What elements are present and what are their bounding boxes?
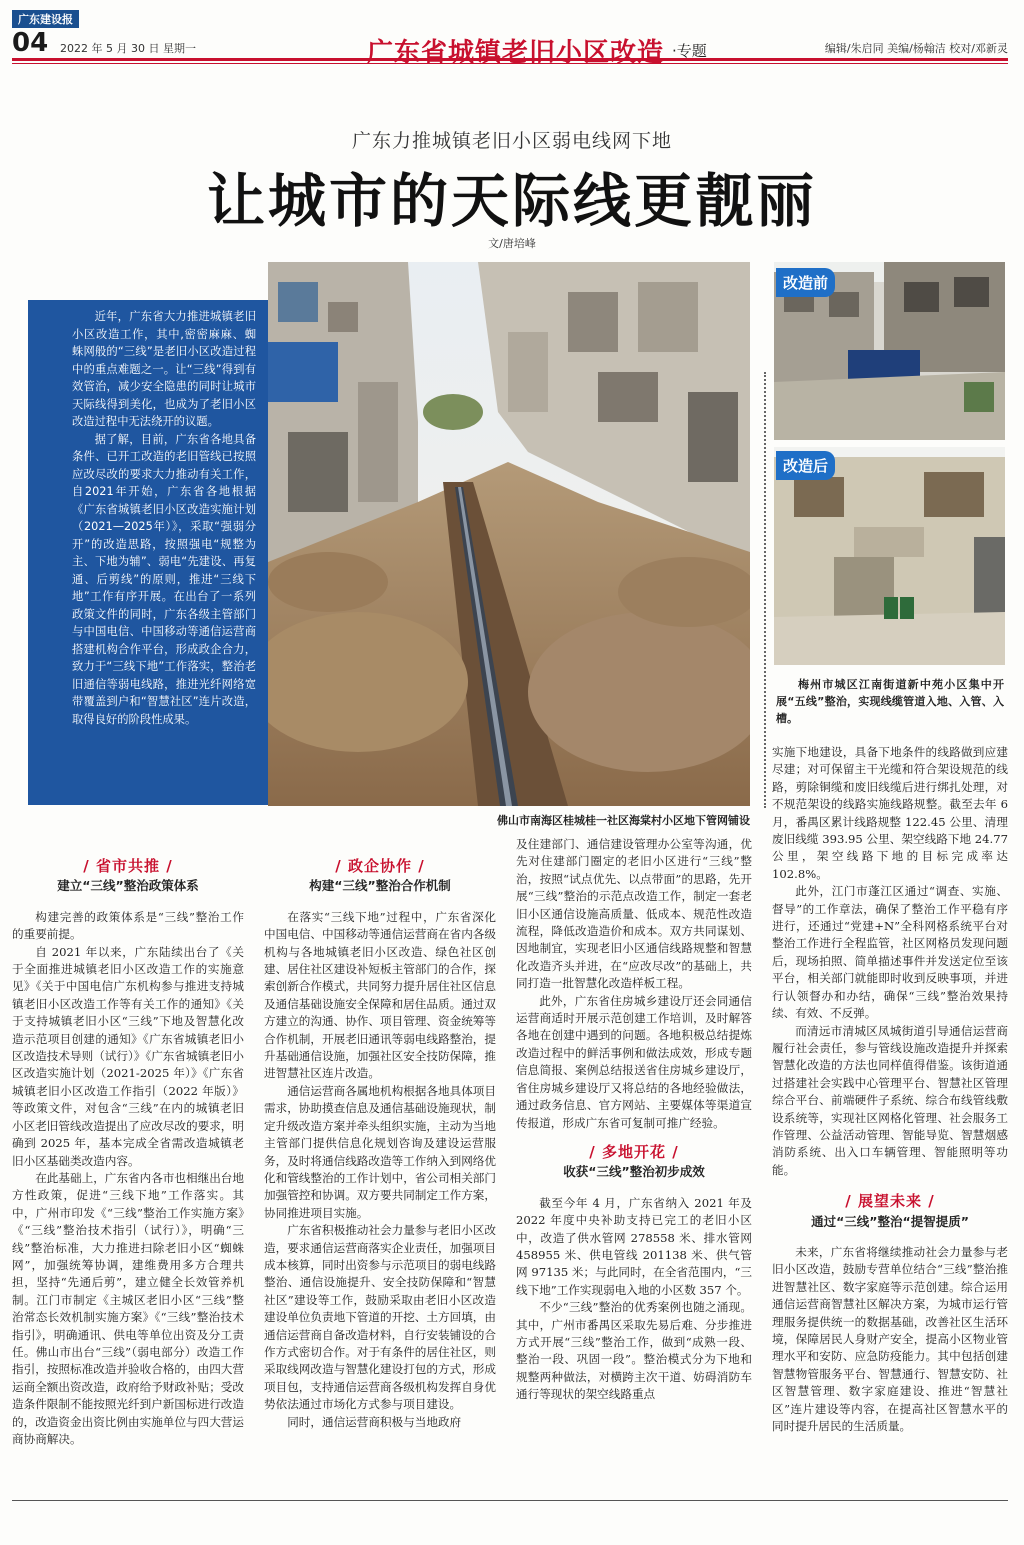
masthead-rule-thin — [12, 63, 1008, 64]
section-subtitle: 建立“三线”整治政策体系 — [57, 878, 199, 894]
main-photo-caption: 佛山市南海区桂城桂一社区海棠村小区地下管网铺设 — [497, 814, 750, 827]
paragraph: 不少“三线”整治的优秀案例也随之涌现。其中，广州市番禺区采取先易后难、分步推进方式开展“三线”整治工作，做到“成熟一段、整治一段、巩固一段”。整治模式分为下地和规整两种做法，对横跨主次干道、妨碍消防车通行等现状的架空线路重点 — [516, 1300, 752, 1402]
page-number: 04 — [12, 28, 49, 58]
section-subtitle: 通过“三线”整治“提智提质” — [811, 1213, 969, 1229]
paragraph: 及住建部门、通信建设管理办公室等沟通，优先对住建部门圈定的老旧小区进行“三线”整治，按照“试点优先、以点带面”的思路，先开展“三线”整治的示范点改造工作，制定一套老旧小区通信设施高质量、低成本、规范性改造流程，降低改造造价和成本。双方共同谋划、因地制宜，实现老旧小区通信线路规整和智慧化改造齐头并进，在“应改尽改”的基础上，共同打造一批智慧化改造样板工程。 — [516, 837, 752, 991]
masthead-rule — [12, 58, 1008, 61]
column-1 — [12, 858, 244, 1448]
column-2 — [264, 858, 496, 1431]
paragraph: 在此基础上，广东省内各市也相继出台地方性政策，促进“三线下地”工作落实。其中，广州市印发《“三线”整治工作实施方案》《“三线”整治技术指引（试行）》，明确“三线”整治标准，大力推进扫除老旧小区“蜘蛛网”，加强统筹协调，建维费用多方合理共担，坚持“先通后剪”，建立健全长效管养机制。江门市制定《主城区老旧小区“三线”整治常态长效机制实施方案》《“三线”整治技术指引》，明确通讯、供电等单位出资及分工责任。佛山市出台“三线”（弱电部分）改造工作指引，按照标准改造并验收合格的，由四大营运商全额出资改造，政府给予财政补贴；受改造条件限制不能按照光纤到户新国标进行改造的，改造资金出资比例由实施单位与四大营运商协商解决。 — [12, 1170, 244, 1446]
bottom-rule — [12, 1500, 1008, 1501]
before-photo — [774, 262, 1005, 440]
side-photo-caption: 梅州市城区江南街道新中苑小区集中开展“五线”整治，实现线缆管道入地、入管、入槽。 — [776, 678, 1004, 725]
before-label: 改造前 — [776, 268, 835, 297]
lead-box — [28, 300, 268, 805]
paragraph: 构建完善的政策体系是“三线”整治工作的重要前提。 — [12, 909, 244, 942]
column-4 — [772, 744, 1008, 1435]
page-section-sub: ·专题 — [672, 42, 707, 60]
dotted-divider — [764, 372, 766, 808]
issue-date: 2022 年 5 月 30 日 星期一 — [60, 42, 196, 55]
section-subtitle: 构建“三线”整治合作机制 — [309, 878, 451, 894]
paragraph: 自 2021 年以来，广东陆续出台了《关于全面推进城镇老旧小区改造工作的实施意见》《关于中国电信广东机构参与推进支持城镇老旧小区改造工作等有关工作的通知》《关于支持城镇老旧小区“三线”下地及智慧化改造示范项目创建的通知》《广东省城镇老旧小区改造技术导则（试行）》《广东省城镇老旧小区改造实施计划（2021-2025 年）》《广东省城镇老旧小区改造工作指引（2022 年版）》等政策文件，对包含“三线”在内的城镇老旧小区老旧管线改造提出了应改尽改的要求，明确到 2025 年，基本完成全省需改造城镇老旧小区基础类改造内容。 — [12, 944, 244, 1168]
paragraph: 在落实“三线下地”过程中，广东省深化中国电信、中国移动等通信运营商在省内各级机构与各地城镇老旧小区改造、绿色社区创建、居住社区建设补短板主管部门的合作，探索创新合作模式，共同努力提升居住社区信息及通信基础设施安全保障和居住品质。通过双方建立的沟通、协作、项目管理、资金统筹等合作机制，开展老旧通讯等弱电线路整治，提升基础通信设施，加强社区安全技防保障，推进智慧社区连片改造。 — [264, 909, 496, 1081]
paragraph: 同时，通信运营商积极与当地政府 — [287, 1414, 462, 1429]
section-tag: / 多地开花 / — [589, 1142, 679, 1161]
paragraph: 截至今年 4 月，广东省纳入 2021 年及 2022 年度中央补助支持已完工的老旧小区中，改造了供水管网 278558 米、排水管网 458955 米、供电管线 201138 米、供气管网 97135 米；与此同时，在全省范围内，“三线下地”工作实现弱电入地的小区数 357 个。 — [516, 1195, 752, 1297]
column-3 — [516, 836, 752, 1404]
paragraph: 广东省积极推动社会力量参与老旧小区改造，要求通信运营商落实企业责任，加强项目成本核算，同时出资参与示范项目的弱电线路整治、通信设施提升、安全技防保障和“智慧社区”建设等工作，鼓励采取由老旧小区改造建设单位负责地下管道的开挖、土方回填，由通信运营商自备改造材料，自行安装铺设的合作方式密切合作。对于有条件的居住社区，则采取线网改造与智慧化建设打包的方式，形成项目包，支持通信运营商各级机构发挥自身优势依法通过市场化方式参与项目建设。 — [264, 1223, 496, 1412]
article-headline: 让城市的天际线更靓丽 — [206, 167, 817, 235]
section-subtitle: 收获“三线”整治初步成效 — [563, 1164, 705, 1180]
lead-paragraph: 近年，广东省大力推进城镇老旧小区改造工作，其中,密密麻麻、蜘蛛网般的“三线”是老旧小区改造过程中的重点难题之一。让“三线”得到有效管治，减少安全隐患的同时让城市天际线得到美化，也成为了老旧小区改造过程中无法绕开的议题。 — [72, 310, 256, 428]
lead-paragraph: 据了解，目前，广东省各地具备条件、已开工改造的老旧管线已按照应改尽改的要求大力推动有关工作，自2021年开始，广东省各地根据《广东省城镇老旧小区改造实施计划（2021—2025年）》，采取“强弱分开”的改造思路，按照强电“规整为主、下地为辅”、弱电“先建设、再复通、后剪线”的原则，推进“三线下地”工作有序开展。在出台了一系列政策文件的同时，广东各级主管部门与中国电信、中国移动等通信运营商搭建机构合作平台，形成政企合力，致力于“三线下地”工作落实，整治老旧通信等弱电线路，推进光纤网络宽带覆盖到户和“智慧社区”连片改造，取得良好的阶段性成果。 — [72, 432, 256, 726]
paragraph: 而清远市清城区凤城街道引导通信运营商履行社会责任，参与管线设施改造提升并探索智慧化改造的方法也同样值得借鉴。该街道通过搭建社会实践中心管理平台、智慧社区管理综合平台、前端硬件子系统、综合布线管线敷设系统等，实现社区网格化管理、社会服务工作管理、公益活动管理、智能导览、智慧烟感消防系统、出入口车辆管理、智能照明等功能。 — [772, 1023, 1008, 1177]
section-tag: / 政企协作 / — [335, 857, 425, 875]
masthead — [12, 10, 1008, 68]
paragraph: 此外，广东省住房城乡建设厅还会同通信运营商适时开展示范创建工作培训，及时解答各地在创建中遇到的问题。各地积极总结提炼改造过程中的鲜活事例和做法成效，形成专题信息简报、案例总结报送省住房城乡建设厅，省住房城乡建设厅又将总结的各地经验做法，通过政务信息、官方网站、主要媒体等渠道宣传报道，形成广东省可复制可推广经验。 — [516, 993, 752, 1130]
paragraph: 未来，广东省将继续推动社会力量参与老旧小区改造，鼓励专营单位结合“三线”整治推进智慧社区、数字家庭等示范创建。综合运用通信运营商智慧社区解决方案，为城市运行管理服务提供统一的数据基础，改善社区生活环境，保障居民人身财产安全，提高小区物业管理水平和安防、应急防疫能力。其中包括创建智慧物管服务平台、智慧通行、智慧安防、社区智慧管理、数字家庭建设、推进“智慧社区”连片建设等内容，在提高社区智慧水平的同时提升居民的生活质量。 — [772, 1244, 1008, 1434]
after-label: 改造后 — [776, 451, 835, 480]
section-tag: / 展望未来 / — [845, 1192, 935, 1211]
article-byline: 文/唐培峰 — [488, 237, 536, 250]
paragraph: 实施下地建设，具备下地条件的线路做到应建尽建；对可保留主干光缆和符合架设规范的线路，剪除铜缆和废旧线缆后进行绑扎处理，对不规范架设的线路实施线路规整。截至去年 6 月，番禺区累计线路规整 122.45 公里、清理废旧线缆 393.95 公里、架空线路下地 24.77 公里，架空线路下地的目标完成率达 102.8%。 — [772, 745, 1008, 881]
paragraph: 此外，江门市蓬江区通过“调查、实施、督导”的工作章法，确保了整治工作平稳有序进行，还通过“党建+N”全科网格系统平台对整治工作进行全程监管，社区网格员发现问题后，现场拍照、简单描述事件并发送定位至该平台，相关部门就能即时收到反映事项，并进行认领督办和办结，确保“三线”整治效果持续、有效、不反弹。 — [772, 884, 1008, 1021]
article-kicker: 广东力推城镇老旧小区弱电线网下地 — [351, 130, 672, 152]
trench-photo-illustration — [268, 262, 750, 806]
main-photo — [268, 262, 750, 806]
section-tag: / 省市共推 / — [83, 857, 173, 875]
after-photo — [774, 447, 1005, 665]
page-section-title: 广东省城镇老旧小区改造 — [367, 38, 665, 68]
paper-tag: 广东建设报 — [12, 10, 79, 28]
paragraph: 通信运营商各属地机构根据各地具体项目需求，协助摸查信息及通信基础设施现状，制定升级改造方案并牵头组织实施，主动为当地主管部门提供信息化规划咨询及建设运营服务，及时将通信线路改造等工作纳入到网络优化和管线整治的工作计划中，省公司相关部门加强管控和协调。双方要共同制定工作方案，协同推进项目实施。 — [264, 1083, 496, 1220]
editor-credits: 编辑/朱启同 美编/杨翰洁 校对/邓新灵 — [824, 42, 1008, 55]
